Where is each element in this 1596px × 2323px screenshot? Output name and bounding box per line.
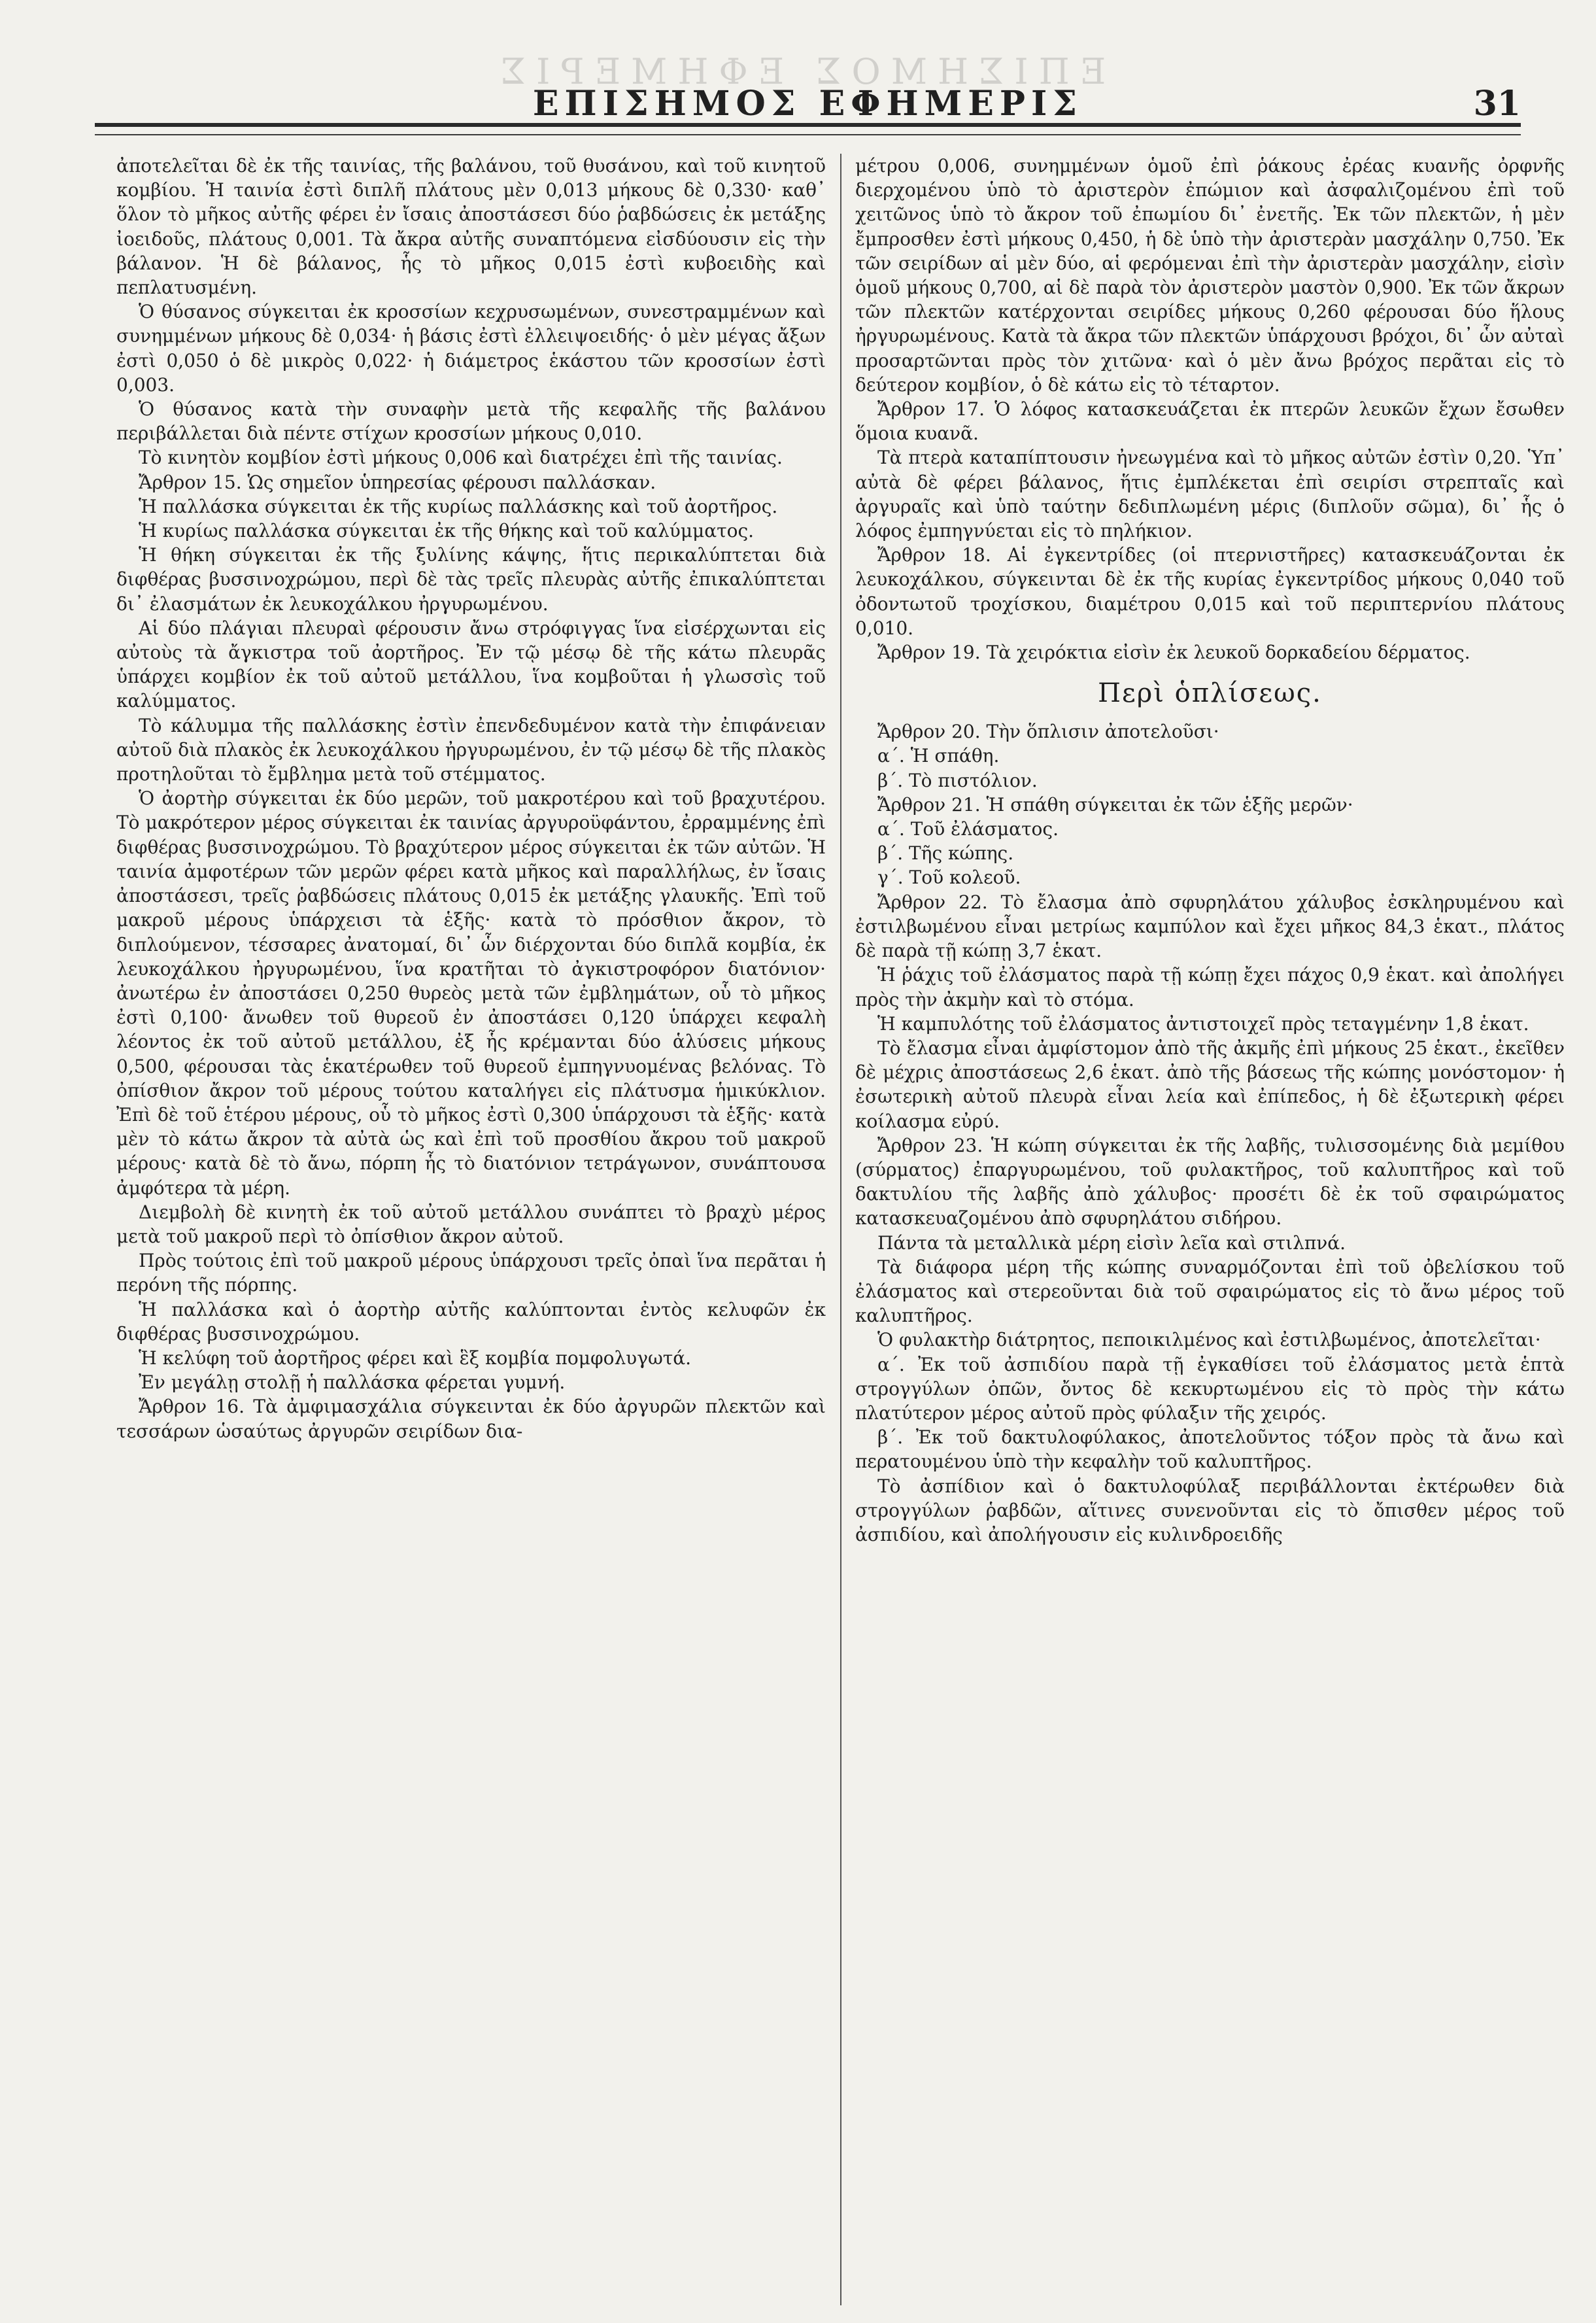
paragraph: Ἡ παλλάσκα σύγκειται ἐκ τῆς κυρίως παλλάσκης καὶ τοῦ ἀορτῆρος. (139, 495, 778, 517)
paragraph: Τὸ ἔλασμα εἶναι ἀμφίστομον ἀπὸ τῆς ἀκμῆς ἐπὶ μήκους 25 ἑκατ., ἐκεῖθεν δὲ μέχρις ἀποστάσεως 2,6 ἑκατ. ἀπὸ τῆς βάσεως τῆς κώπης μονόστομον· ἡ ἐσωτερικὴ αὐτοῦ πλευρὰ εἶναι λεία καὶ ἐπίπεδος, ἡ δὲ ἐξωτερικὴ φέρει κοίλασμα εὐρύ. (855, 1037, 1565, 1132)
list-item: β΄. Τῆς κώπης. (877, 842, 1014, 865)
article-paragraph: Ἄρθρον 21. Ἡ σπάθη σύγκειται ἐκ τῶν ἑξῆς μερῶν· (877, 793, 1353, 816)
paragraph: Ἐν μεγάλῃ στολῇ ἡ παλλάσκα φέρεται γυμνή. (139, 1371, 566, 1394)
bleed-through-title: ΕΠΙΣΗΜΟΣ ΕΦΗΜΕΡΙΣ (490, 51, 1106, 92)
masthead-rule-thin (95, 134, 1521, 135)
paragraph: Τὰ πτερὰ καταπίπτουσιν ἠνεωγμένα καὶ τὸ μῆκος αὐτῶν ἐστὶν 0,20. Ὑπ᾽ αὐτὰ δὲ φέρει βάλανος, ἥτις ἐμπλέκεται ἐπὶ σειρίσι στρεπταῖς καὶ ἀργυραῖς καὶ ὑπὸ ταύτην δεδιπλωμένη μέρις (διπλοῦν σῶμα), δι᾽ ἧς ὁ λόφος ἐμπηγνύεται εἰς τὸ πηλήκιον. (855, 447, 1565, 542)
paragraph: Ὁ θύσανος κατὰ τὴν συναφὴν μετὰ τῆς κεφαλῆς τῆς βαλάνου περιβάλλεται διὰ πέντε στίχων κροσσίων μήκους 0,010. (116, 398, 826, 445)
article-paragraph: Ἄρθρον 18. Αἱ ἐγκεντρίδες (οἱ πτερνιστῆρες) κατασκευάζονται ἐκ λευκοχάλκου, σύγκεινται δὲ ἐκ τῆς κυρίας ἐγκεντρίδος μήκους 0,040 τοῦ ὀδοντωτοῦ τροχίσκου, διαμέτρου 0,015 καὶ τοῦ περιπτερνίου πλάτους 0,010. (855, 544, 1565, 639)
article-paragraph: Ἄρθρον 15. Ὡς σημεῖον ὑπηρεσίας φέρουσι παλλάσκαν. (139, 471, 656, 493)
paragraph: Ὁ φυλακτὴρ διάτρητος, πεποικιλμένος καὶ ἐστιλβωμένος, ἀποτελεῖται· (877, 1329, 1541, 1351)
page-number: 31 (1473, 84, 1521, 124)
paragraph: Ὁ θύσανος σύγκειται ἐκ κροσσίων κεχρυσωμένων, συνεστραμμένων καὶ συνημμένων μήκους δὲ 0,034· ἡ βάσις ἐστὶ ἐλλειψοειδής· ὁ μὲν μέγας ἄξων ἐστὶ 0,050 ὁ δὲ μικρὸς 0,022· ἡ διάμετρος ἑκάστου τῶν κροσσίων ἐστὶ 0,003. (116, 301, 826, 396)
list-item: γ΄. Τοῦ κολεοῦ. (877, 867, 1021, 889)
list-item: α΄. Τοῦ ἐλάσματος. (877, 818, 1059, 840)
list-item: α΄. Ἡ σπάθη. (877, 745, 1000, 767)
paragraph: Ἡ καμπυλότης τοῦ ἐλάσματος ἀντιστοιχεῖ πρὸς τεταγμένην 1,8 ἑκατ. (877, 1012, 1529, 1035)
paragraph: Τὸ ἀσπίδιον καὶ ὁ δακτυλοφύλαξ περιβάλλονται ἐκτέρωθεν διὰ στρογγύλων ῥαβδῶν, αἵτινες συνενοῦνται εἰς τὸ ὄπισθεν μέρος τοῦ ἀσπιδίου, καὶ ἀπολήγουσιν εἰς κυλινδροειδῆς (855, 1475, 1565, 1545)
paragraph: Ἡ ῥάχις τοῦ ἐλάσματος παρὰ τῇ κώπῃ ἔχει πάχος 0,9 ἑκατ. καὶ ἀπολήγει πρὸς τὴν ἀκμὴν καὶ τὸ στόμα. (855, 964, 1565, 1010)
paragraph: Πρὸς τούτοις ἐπὶ τοῦ μακροῦ μέρους ὑπάρχουσι τρεῖς ὀπαὶ ἵνα περᾶται ἡ περόνη τῆς πόρπης. (116, 1250, 826, 1296)
paragraph: Τὸ κινητὸν κομβίον ἐστὶ μήκους 0,006 καὶ διατρέχει ἐπὶ τῆς ταινίας. (139, 447, 783, 469)
article-paragraph: Ἄρθρον 20. Τὴν ὅπλισιν ἀποτελοῦσι· (877, 721, 1219, 743)
masthead-rule-thick (95, 123, 1521, 127)
paragraph: Πάντα τὰ μεταλλικὰ μέρη εἰσὶν λεῖα καὶ στιλπνά. (877, 1231, 1346, 1254)
column-divider (840, 154, 841, 2305)
article-paragraph: Ἄρθρον 23. Ἡ κώπη σύγκειται ἐκ τῆς λαβῆς, τυλισσομένης διὰ μεμίθου (σύρματος) ἐπαργυρωμένου, τοῦ φυλακτῆρος, τοῦ καλυπτῆρος καὶ τοῦ δακτυλίου τῆς λαβῆς ἀπὸ χάλυβος· προσέτι δὲ ἐκ τοῦ σφαιρώματος κατασκευαζομένου ἀπὸ σφυρηλάτου σιδήρου. (855, 1134, 1565, 1230)
paragraph: Ἡ παλλάσκα καὶ ὁ ἀορτὴρ αὐτῆς καλύπτονται ἐντὸς κελυφῶν ἐκ διφθέρας βυσσινοχρώμου. (116, 1298, 826, 1345)
left-column (116, 154, 826, 1443)
article-paragraph: Ἄρθρον 22. Τὸ ἔλασμα ἀπὸ σφυρηλάτου χάλυβος ἐσκληρυμένου καὶ ἐστιλβωμένου εἶναι μετρίως καμπύλον καὶ ἔχει μῆκος 84,3 ἑκατ., πλάτος δὲ παρὰ τῇ κώπῃ 3,7 ἑκατ. (855, 891, 1565, 962)
paragraph: Ἡ κελύφη τοῦ ἀορτῆρος φέρει καὶ ἓξ κομβία πομφολυγωτά. (139, 1347, 692, 1369)
paragraph: Τὸ κάλυμμα τῆς παλλάσκης ἐστὶν ἐπενδεδυμένον κατὰ τὴν ἐπιφάνειαν αὐτοῦ διὰ πλακὸς ἐκ λευκοχάλκου ἠργυρωμένου, ἐν τῷ μέσῳ δὲ τῆς πλακὸς προτηλοῦται τὸ ἔμβλημα μετὰ τοῦ στέμματος. (116, 714, 826, 785)
paragraph: Τὰ διάφορα μέρη τῆς κώπης συναρμόζονται ἐπὶ τοῦ ὀβελίσκου τοῦ ἐλάσματος καὶ στερεοῦνται διὰ τοῦ σφαιρώματος εἰς τὸ ἄνω μέρος τοῦ καλυπτῆρος. (855, 1256, 1565, 1327)
paragraph: ἀποτελεῖται δὲ ἐκ τῆς ταινίας, τῆς βαλάνου, τοῦ θυσάνου, καὶ τοῦ κινητοῦ κομβίου. Ἡ ταινία ἐστὶ διπλῆ πλάτους μὲν 0,013 μήκους δὲ 0,330· καθ᾽ ὅλον τὸ μῆκος αὐτῆς φέρει ἐν ἴσαις ἀποστάσεσι δύο ῥαβδώσεις ἐκ μετάξης ἰοειδοῦς, πλάτους 0,001. Τὰ ἄκρα αὐτῆς συναπτόμενα εἰσδύουσιν εἰς τὴν βάλανον. Ἡ δὲ βάλανος, ἧς τὸ μῆκος 0,015 ἐστὶ κυβοειδὴς καὶ πεπλατυσμένη. (116, 155, 826, 299)
paragraph: Ὁ ἀορτὴρ σύγκειται ἐκ δύο μερῶν, τοῦ μακροτέρου καὶ τοῦ βραχυτέρου. Τὸ μακρότερον μέρος σύγκειται ἐκ ταινίας ἀργυροϋφάντου, ἐρραμμένης ἐπὶ διφθέρας βυσσινοχρώμου. Τὸ βραχύτερον μέρος σύγκειται ἐκ τῶν αὐτῶν. Ἡ ταινία ἀμφοτέρων τῶν μερῶν φέρει κατὰ μῆκος καὶ παραλλήλως, ἐν ἴσαις ἀποστάσεσι, τρεῖς ῥαβδώσεις πλάτους 0,015 ἐκ μετάξης γλαυκῆς. Ἐπὶ τοῦ μακροῦ μέρους ὑπάρχεισι τὰ ἑξῆς· κατὰ τὸ πρόσθιον ἄκρον, τὸ διπλούμενον, τέσσαρες ἀνατομαί, δι᾽ ὧν διέρχονται δύο διπλᾶ κομβία, ἐκ λευκοχάλκου ἠργυρωμένου, ἵνα κρατῆται τὸ ἀγκιστροφόρον διατόνιον· ἀνωτέρω ἐν ἀποστάσει 0,250 θυρεὸς μετὰ τῶν ἐμβλημάτων, οὗ τὸ μῆκος ἐστὶ 0,100· ἄνωθεν τοῦ θυρεοῦ ἐν ἀποστάσει 0,120 ὑπάρχει κεφαλὴ λέοντος ἐκ τοῦ αὐτοῦ μετάλλου, ἐξ ἧς κρέμανται δύο ἁλύσεις μήκους 0,500, φέρουσαι τὰς ἑκατέρωθεν τοῦ θυρεοῦ ἐμπηγνυομένας βελόνας. Τὸ ὀπίσθιον ἄκρον τοῦ μέρους τούτου καταλήγει εἰς πλάτυσμα ἡμικύκλιον. Ἐπὶ δὲ τοῦ ἑτέρου μέρους, οὗ τὸ μῆκος ἐστὶ 0,300 ὑπάρχουσι τὰ ἑξῆς· κατὰ μὲν τὸ κάτω ἄκρον τὰ αὐτὰ ὡς καὶ ἐπὶ τοῦ προσθίου ἄκρου τοῦ μακροῦ μέρους· κατὰ δὲ τὸ ἄνω, πόρπη ἧς τὸ διατόνιον τετράγωνον, συνάπτουσα ἀμφότερα τὰ μέρη. (116, 787, 826, 1199)
newspaper-title: ΕΠΙΣΗΜΟΣ ΕΦΗΜΕΡΙΣ (532, 84, 1083, 124)
list-item: α΄. Ἐκ τοῦ ἀσπιδίου παρὰ τῇ ἐγκαθίσει τοῦ ἐλάσματος μετὰ ἑπτὰ στρογγύλων ὀπῶν, ὄντος δὲ κεκυρτωμένου εἰς τὸ πρὸς τὴν κάτω πλατύτερον μέρος αὐτοῦ πρὸς φύλαξιν τῆς χειρός. (855, 1353, 1565, 1424)
article-paragraph: Ἄρθρον 17. Ὁ λόφος κατασκευάζεται ἐκ πτερῶν λευκῶν ἔχων ἔσωθεν ὅμοια κυανᾶ. (855, 398, 1565, 445)
paragraph: Ἡ κυρίως παλλάσκα σύγκειται ἐκ τῆς θήκης καὶ τοῦ καλύμματος. (139, 520, 755, 542)
masthead (95, 84, 1521, 123)
article-paragraph: Ἄρθρον 19. Τὰ χειρόκτια εἰσὶν ἐκ λευκοῦ δορκαδείου δέρματος. (877, 642, 1470, 664)
text-columns (116, 154, 1565, 2305)
list-item: β΄. Τὸ πιστόλιον. (877, 769, 1038, 791)
paragraph: Διεμβολὴ δὲ κινητὴ ἐκ τοῦ αὐτοῦ μετάλλου συνάπτει τὸ βραχὺ μέρος μετὰ τοῦ μακροῦ περὶ τὸ ὀπίσθιον ἄκρον αὐτοῦ. (116, 1201, 826, 1247)
section-heading: Περὶ ὁπλίσεως. (1098, 678, 1322, 709)
right-column (855, 154, 1565, 1547)
paragraph: Ἡ θήκη σύγκειται ἐκ τῆς ξυλίνης κάψης, ἥτις περικαλύπτεται διὰ διφθέρας βυσσινοχρώμου, περὶ δὲ τὰς τρεῖς πλευρὰς αὐτῆς ἐπικαλύπτεται δι᾽ ἐλασμάτων ἐκ λευκοχάλκου ἠργυρωμένου. (116, 544, 826, 615)
paragraph: Αἱ δύο πλάγιαι πλευραὶ φέρουσιν ἄνω στρόφιγγας ἵνα εἰσέρχωνται εἰς αὐτοὺς τὰ ἄγκιστρα τοῦ ἀορτῆρος. Ἐν τῷ μέσῳ δὲ τῆς κάτω πλευρᾶς ὑπάρχει κομβίον ἐκ τοῦ αὐτοῦ μετάλλου, ἵνα κομβοῦται ἡ γλωσσὶς τοῦ καλύμματος. (116, 617, 826, 712)
list-item: β΄. Ἐκ τοῦ δακτυλοφύλακος, ἀποτελοῦντος τόξον πρὸς τὰ ἄνω καὶ περατουμένου ὑπὸ τὴν κεφαλὴν τοῦ καλυπτῆρος. (855, 1426, 1565, 1473)
article-paragraph: Ἄρθρον 16. Τὰ ἀμφιμασχάλια σύγκεινται ἐκ δύο ἀργυρῶν πλεκτῶν καὶ τεσσάρων ὡσαύτως ἀργυρῶν σειρίδων δια- (116, 1396, 826, 1442)
paragraph: μέτρου 0,006, συνημμένων ὁμοῦ ἐπὶ ῥάκους ἐρέας κυανῆς ὀρφνῆς διερχομένου ὑπὸ τὸ ἀριστερὸν ἐπώμιον καὶ ἀσφαλιζομένου ἐπὶ τοῦ χειτῶνος ὑπὸ τὸ ἄκρον τοῦ ἐπωμίου δι᾽ ἐνετῆς. Ἐκ τῶν πλεκτῶν, ἡ μὲν ἔμπροσθεν ἐστὶ μήκους 0,450, ἡ δὲ ὑπὸ τὴν ἀριστερὰν μασχάλην 0,750. Ἐκ τῶν σειρίδων αἱ μὲν δύο, αἱ φερόμεναι ἐπὶ τὴν ἀριστερὰν μασχάλην, εἰσὶν ὁμοῦ μήκους 0,700, αἱ δὲ παρὰ τὸν ἀριστερὸν μαστὸν 0,900. Ἐκ τῶν ἄκρων τῶν πλεκτῶν κατέρχονται σειρίδες μήκους 0,260 φέρουσαι δύο ἥλους ἠργυρωμένους. Κατὰ τὰ ἄκρα τῶν πλεκτῶν ὑπάρχουσι βρόχοι, δι᾽ ὧν αὐταὶ προσαρτῶνται πρὸς τὸν χιτῶνα· καὶ ὁ μὲν ἄνω βρόχος περᾶται εἰς τὸ δεύτερον κομβίον, ὁ δὲ κάτω εἰς τὸ τέταρτον. (855, 155, 1565, 396)
